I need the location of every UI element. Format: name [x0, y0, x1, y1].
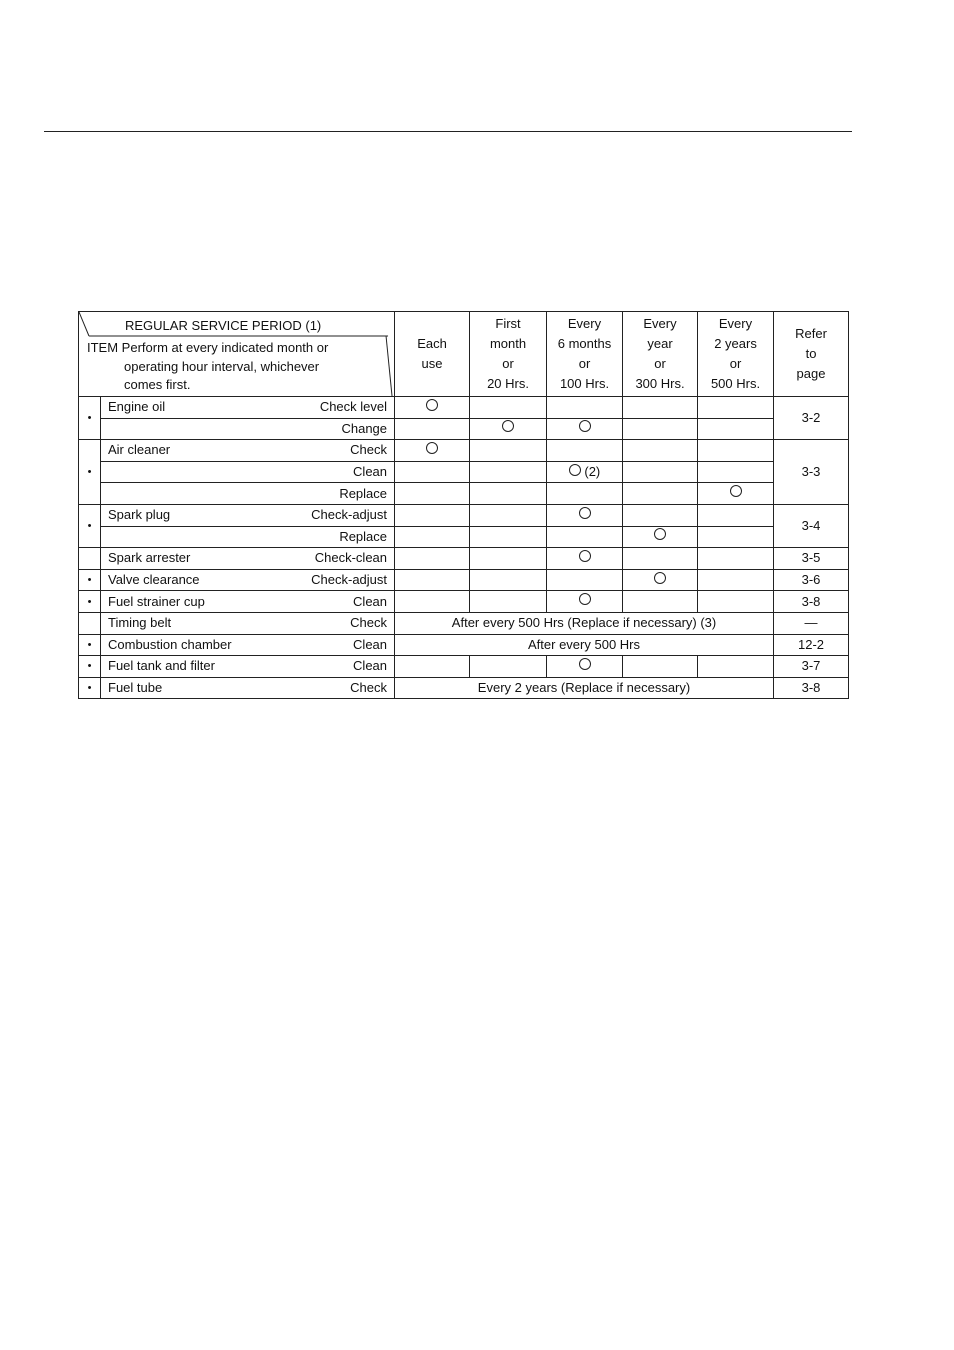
schedule-cell	[623, 591, 698, 613]
schedule-cell	[395, 483, 470, 505]
ref-page: 3-5	[774, 548, 849, 570]
schedule-cell	[470, 548, 547, 570]
bullet: •	[79, 677, 101, 699]
item-description	[87, 339, 384, 395]
schedule-cell	[470, 504, 547, 526]
item-name-blank	[101, 483, 271, 505]
item-line-1: ITEM Perform at every indicated month or	[87, 340, 329, 355]
schedule-cell	[547, 504, 623, 526]
table-row	[79, 440, 849, 462]
table-row	[79, 634, 849, 656]
schedule-cell	[623, 504, 698, 526]
item-name: Air cleaner	[101, 440, 271, 462]
schedule-cell	[395, 526, 470, 548]
ref-page: 3-4	[774, 504, 849, 547]
schedule-cell	[547, 418, 623, 440]
circle-mark-icon	[579, 658, 591, 670]
schedule-cell	[395, 504, 470, 526]
item-name: Valve clearance	[101, 569, 271, 591]
circle-mark-icon	[579, 420, 591, 432]
ref-page: 3-2	[774, 397, 849, 440]
header-2y-line2: 2 years	[714, 336, 757, 351]
schedule-cell	[698, 483, 774, 505]
header-ref-line1: Refer	[795, 326, 827, 341]
schedule-cell	[470, 569, 547, 591]
schedule-cell	[623, 440, 698, 462]
interval-note: After every 500 Hrs	[395, 634, 774, 656]
schedule-cell	[623, 548, 698, 570]
schedule-cell	[547, 397, 623, 419]
schedule-cell	[623, 461, 698, 483]
header-refer-page	[774, 312, 849, 397]
ref-page: 3-8	[774, 591, 849, 613]
header-every-year	[623, 312, 698, 397]
header-ref-line2: to	[805, 346, 817, 361]
item-action: Check-clean	[271, 548, 395, 570]
schedule-cell	[547, 569, 623, 591]
schedule-cell	[547, 461, 623, 483]
bullet: •	[79, 397, 101, 440]
circle-mark-icon	[579, 593, 591, 605]
bullet-empty	[79, 548, 101, 570]
schedule-cell	[623, 526, 698, 548]
item-action: Check	[271, 440, 395, 462]
circle-mark-icon	[579, 550, 591, 562]
header-year-line3: or	[654, 356, 666, 371]
circle-mark-icon	[426, 399, 438, 411]
header-6-months	[547, 312, 623, 397]
item-name: Spark plug	[101, 504, 271, 526]
regular-service-period-label: REGULAR SERVICE PERIOD (1)	[125, 318, 322, 333]
table-row	[79, 526, 849, 548]
schedule-cell	[470, 656, 547, 678]
schedule-cell	[698, 526, 774, 548]
header-2y-line3: or	[729, 356, 742, 371]
table-row	[79, 612, 849, 634]
item-name: Fuel tube	[101, 677, 271, 699]
interval-note: After every 500 Hrs (Replace if necessary) (3)	[395, 612, 774, 634]
bullet: •	[79, 440, 101, 505]
schedule-cell	[698, 591, 774, 613]
header-ref-line3: page	[796, 366, 826, 381]
header-year-line2: year	[647, 336, 673, 351]
bullet: •	[79, 634, 101, 656]
header-6m-line1: Every	[567, 316, 602, 331]
header-item-cell	[79, 312, 395, 397]
schedule-cell	[470, 483, 547, 505]
schedule-cell	[698, 418, 774, 440]
schedule-cell	[547, 483, 623, 505]
ref-page: —	[774, 612, 849, 634]
ref-page: 3-8	[774, 677, 849, 699]
schedule-cell	[623, 569, 698, 591]
bullet: •	[79, 656, 101, 678]
header-6m-line2: 6 months	[557, 336, 612, 351]
schedule-cell	[547, 440, 623, 462]
item-name-blank	[101, 461, 271, 483]
schedule-cell	[547, 656, 623, 678]
interval-note: Every 2 years (Replace if necessary)	[395, 677, 774, 699]
circle-mark-icon	[654, 572, 666, 584]
schedule-cell	[395, 418, 470, 440]
table-row	[79, 461, 849, 483]
schedule-cell	[470, 397, 547, 419]
schedule-cell	[395, 461, 470, 483]
schedule-cell	[470, 440, 547, 462]
header-row	[79, 312, 849, 397]
header-first-line2: month	[489, 336, 527, 351]
item-action: Check level	[271, 397, 395, 419]
circle-mark-icon	[730, 485, 742, 497]
schedule-cell	[395, 656, 470, 678]
schedule-cell	[470, 526, 547, 548]
item-action: Clean	[271, 634, 395, 656]
item-line-2: operating hour interval, whichever	[124, 358, 320, 374]
schedule-cell	[470, 418, 547, 440]
bullet: •	[79, 569, 101, 591]
ref-page: 3-3	[774, 440, 849, 505]
schedule-cell	[547, 591, 623, 613]
bullet: •	[79, 504, 101, 547]
header-2y-line1: Every	[718, 316, 753, 331]
table-row	[79, 397, 849, 419]
table-row	[79, 656, 849, 678]
footnote-2: (2)	[584, 464, 601, 480]
item-action: Replace	[271, 526, 395, 548]
circle-mark-icon	[502, 420, 514, 432]
item-action: Replace	[271, 483, 395, 505]
circle-mark-icon	[569, 464, 581, 476]
ref-page: 3-6	[774, 569, 849, 591]
item-action: Clean	[271, 656, 395, 678]
header-first-line1: First	[495, 316, 521, 331]
schedule-cell	[623, 397, 698, 419]
item-line-3: comes first.	[124, 377, 191, 392]
circle-mark-icon	[654, 528, 666, 540]
schedule-cell	[395, 591, 470, 613]
header-first-line3: or	[502, 356, 514, 371]
schedule-cell	[698, 656, 774, 678]
header-6m-line4: 100 Hrs.	[559, 376, 610, 391]
header-year-line1: Every	[643, 316, 677, 331]
schedule-cell	[395, 397, 470, 419]
bullet: •	[79, 591, 101, 613]
circle-mark-icon	[426, 442, 438, 454]
table-row	[79, 548, 849, 570]
ref-page: 3-7	[774, 656, 849, 678]
header-first-line4: 20 Hrs.	[487, 376, 529, 391]
header-each-line2: use	[421, 356, 443, 371]
circle-mark-icon	[579, 507, 591, 519]
item-name: Fuel strainer cup	[101, 591, 271, 613]
schedule-cell	[623, 483, 698, 505]
schedule-cell	[698, 504, 774, 526]
schedule-cell	[698, 548, 774, 570]
item-action: Check-adjust	[271, 504, 395, 526]
header-year-line4: 300 Hrs.	[635, 376, 685, 391]
schedule-cell	[395, 440, 470, 462]
item-name: Engine oil	[101, 397, 271, 419]
table-row	[79, 591, 849, 613]
schedule-cell	[698, 569, 774, 591]
schedule-cell	[698, 461, 774, 483]
item-name: Timing belt	[101, 612, 271, 634]
header-6m-line3: or	[578, 356, 591, 371]
table-row	[79, 569, 849, 591]
header-each-use	[395, 312, 470, 397]
maintenance-schedule-table	[78, 311, 849, 699]
item-action: Check	[271, 677, 395, 699]
header-first-month	[470, 312, 547, 397]
item-name-blank	[101, 526, 271, 548]
item-name-blank	[101, 418, 271, 440]
item-name: Combustion chamber	[101, 634, 271, 656]
table-row	[79, 677, 849, 699]
schedule-cell	[623, 418, 698, 440]
bullet-empty	[79, 612, 101, 634]
item-action: Check-adjust	[271, 569, 395, 591]
schedule-cell	[623, 656, 698, 678]
schedule-cell	[698, 397, 774, 419]
schedule-cell	[547, 548, 623, 570]
header-each-line1: Each	[417, 336, 447, 351]
schedule-cell	[470, 591, 547, 613]
schedule-cell	[470, 461, 547, 483]
table-row	[79, 418, 849, 440]
header-2-years	[698, 312, 774, 397]
item-name: Fuel tank and filter	[101, 656, 271, 678]
schedule-cell	[395, 548, 470, 570]
schedule-cell	[547, 526, 623, 548]
item-action: Clean	[271, 591, 395, 613]
item-action: Clean	[271, 461, 395, 483]
table-row	[79, 504, 849, 526]
ref-page: 12-2	[774, 634, 849, 656]
schedule-cell	[698, 440, 774, 462]
header-2y-line4: 500 Hrs.	[710, 376, 761, 391]
item-name: Spark arrester	[101, 548, 271, 570]
top-rule	[44, 131, 852, 132]
item-action: Change	[271, 418, 395, 440]
table-row	[79, 483, 849, 505]
schedule-cell	[395, 569, 470, 591]
item-action: Check	[271, 612, 395, 634]
